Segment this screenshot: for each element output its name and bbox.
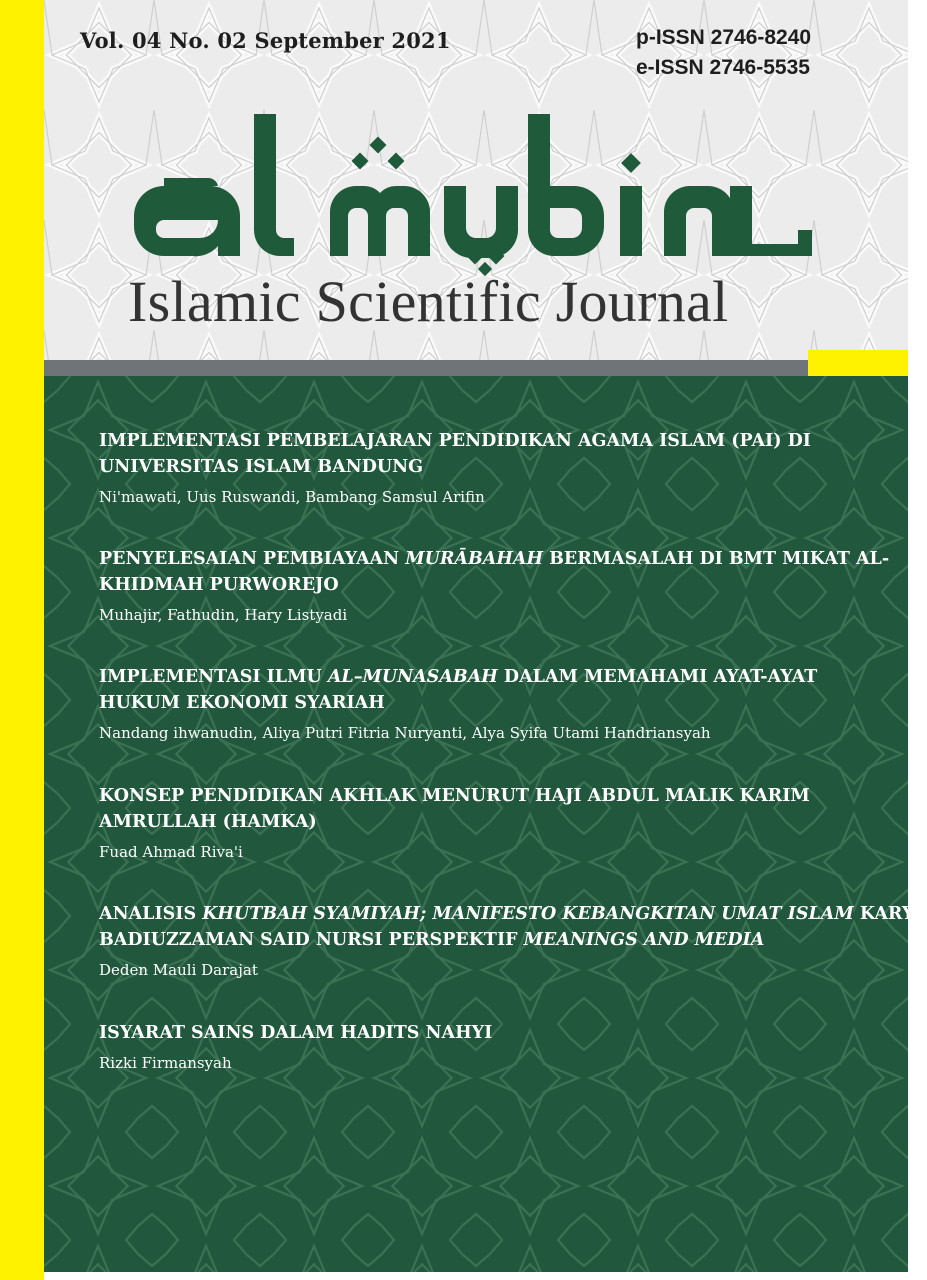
yellow-spine-strip [0,0,44,1280]
bottom-edge [44,1272,908,1280]
article-title: PENYELESAIAN PEMBIAYAAN MURĀBAHAH BERMASALAH DI BMT MIKAT AL- KHIDMAH PURWOREJO [99,549,890,595]
article-authors: Muhajir, Fathudin, Hary Listyadi [99,606,348,624]
article-title: ANALISIS KHUTBAH SYAMIYAH; MANIFESTO KEBANGKITAN UMAT ISLAM KARYA BADIUZZAMAN SAID NURSI PERSPEKTIF MEANINGS AND MEDIA [99,904,927,950]
article-title: ISYARAT SAINS DALAM HADITS NAHYI [99,1023,493,1043]
article-title: IMPLEMENTASI PEMBELAJARAN PENDIDIKAN AGAMA ISLAM (PAI) DI UNIVERSITAS ISLAM BANDUNG [99,431,811,477]
article-authors: Nandang ihwanudin, Aliya Putri Fitria Nuryanti, Alya Syifa Utami Handriansyah [99,724,711,742]
volume-issue-line: Vol. 04 No. 02 September 2021 [80,28,451,53]
article-authors: Deden Mauli Darajat [99,961,258,979]
article-entry [99,783,889,863]
article-entry [99,428,889,508]
journal-subtitle: Islamic Scientific Journal [128,269,729,334]
electronic-issn: e-ISSN 2746-5535 [636,56,810,79]
article-entry [99,1020,889,1074]
article-entry [99,901,927,981]
article-entry [99,546,889,626]
al-mubin-logo [124,110,814,275]
print-issn: p-ISSN 2746-8240 [636,26,812,49]
article-entry [99,664,889,744]
article-title: IMPLEMENTASI ILMU AL–MUNASABAH DALAM MEMAHAMI AYAT-AYAT HUKUM EKONOMI SYARIAH [99,667,818,713]
yellow-accent-tab [808,350,908,376]
article-authors: Ni'mawati, Uus Ruswandi, Bambang Samsul Arifin [99,488,485,506]
article-authors: Fuad Ahmad Riva'i [99,843,243,861]
article-authors: Rizki Firmansyah [99,1054,232,1072]
header-divider-band [44,360,908,376]
article-title: KONSEP PENDIDIKAN AKHLAK MENURUT HAJI ABDUL MALIK KARIM AMRULLAH (HAMKA) [99,786,810,832]
